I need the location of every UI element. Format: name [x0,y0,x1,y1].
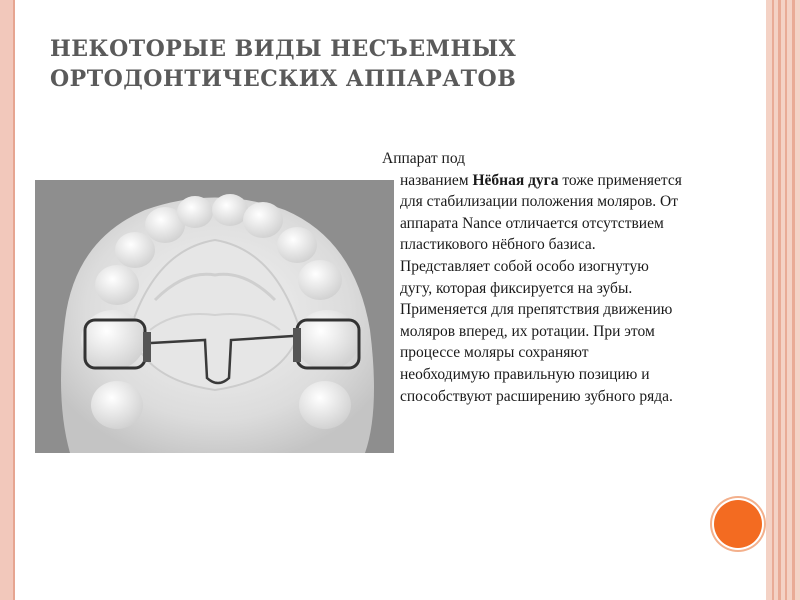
title-line-1: НЕКОТОРЫЕ ВИДЫ НЕСЪЕМНЫХ [50,36,517,62]
left-frame-border [0,0,13,600]
device-name: Нёбная дуга [472,171,559,189]
right-frame-stripe [772,0,774,600]
title-line-2: ОРТОДОНТИЧЕСКИХ АППАРАТОВ [50,66,517,92]
description-first-line: Аппарат под [382,150,466,167]
appliance-description [382,148,682,407]
palatal-arch-photo [35,180,394,453]
left-frame-line [13,0,15,600]
description-prefix: названием [400,171,473,189]
right-frame-stripe [792,0,795,600]
right-frame-stripe [785,0,787,600]
right-frame-border [766,0,800,600]
right-frame-stripe [778,0,781,600]
description-body [382,170,682,408]
orange-circle-icon [714,500,762,548]
slide-title [50,34,610,94]
description-text: тоже применяется для стабилизации положения моляров. От аппарата Nance отличается отсутствием пластикового нёбного базиса. Представляет собой особо изогнутую дугу, которая фиксируется на зубы. Применяется для препятствия движению моляров вперед, их ротации. При этом процессе моляры сохраняют необходимую правильную позицию и способствуют расширению зубного ряда. [400,171,682,405]
